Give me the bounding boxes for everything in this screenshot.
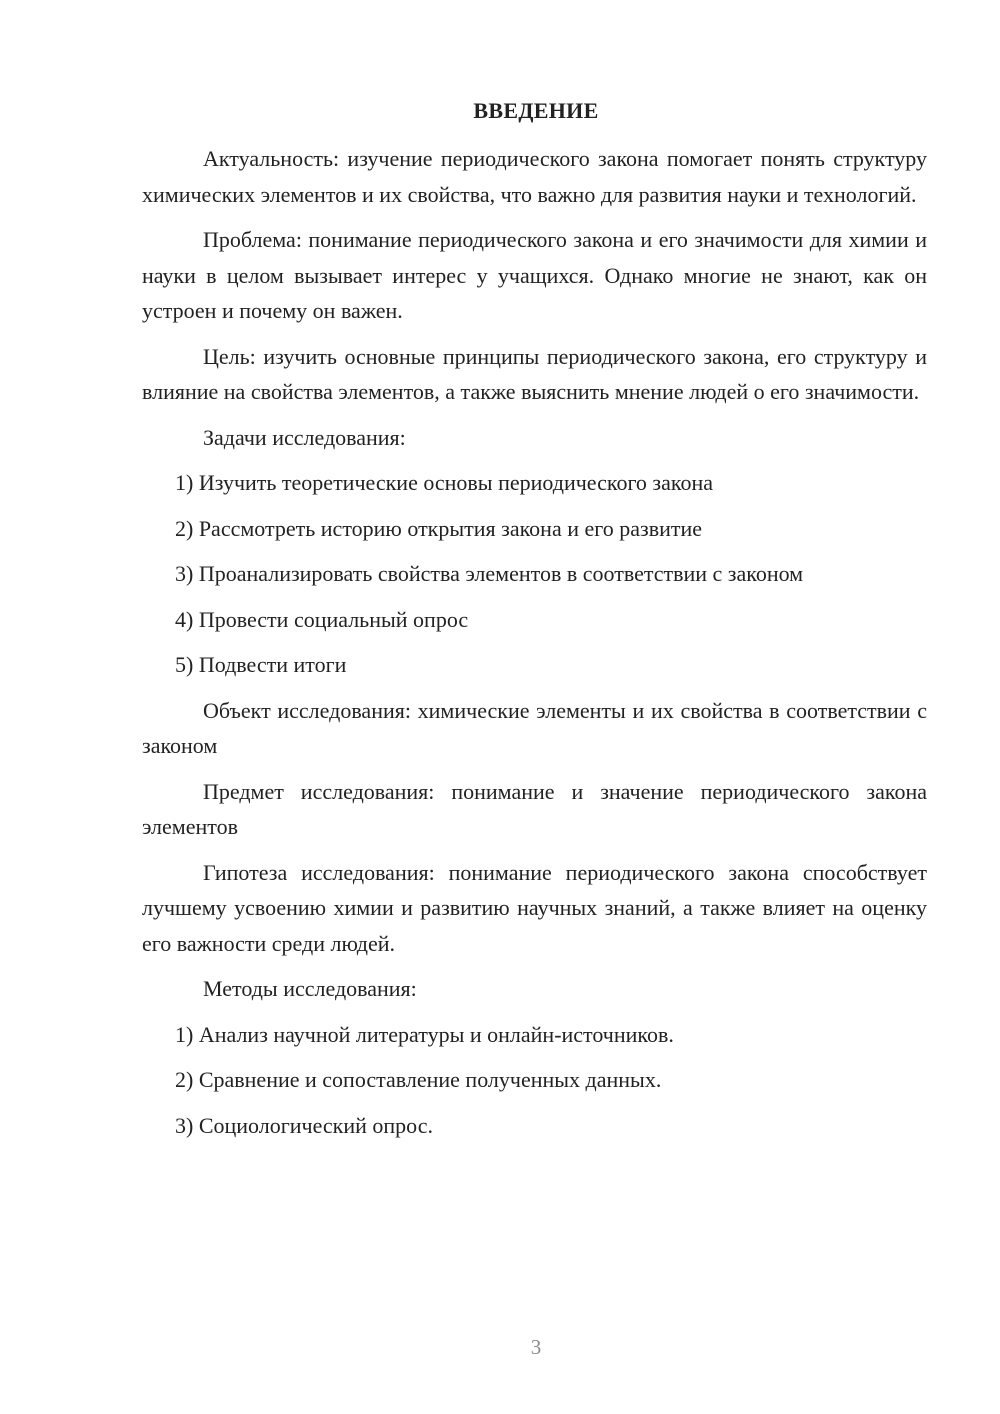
page-number: 3 — [530, 1335, 542, 1359]
method-item-1: 1) Анализ научной литературы и онлайн-источников. — [175, 1021, 674, 1047]
task-item-3: 3) Проанализировать свойства элементов в соответствии с законом — [175, 561, 804, 586]
goal-paragraph: Цель: изучить основные принципы периодического закона, его структуру и влияние на свойства элементов, а также выяснить мнение людей о его значимости. — [142, 343, 927, 404]
method-item-3: 3) Социологический опрос. — [175, 1112, 433, 1138]
document-body — [142, 141, 927, 1143]
task-item-2: 2) Рассмотреть историю открытия закона и его развитие — [175, 515, 703, 541]
tasks-heading: Задачи исследования: — [203, 424, 406, 450]
method-item-2: 2) Сравнение и сопоставление полученных данных. — [175, 1067, 662, 1092]
task-item-1: 1) Изучить теоретические основы периодического закона — [175, 470, 713, 495]
methods-heading: Методы исследования: — [203, 976, 417, 1001]
hypothesis-paragraph: Гипотеза исследования: понимание периодического закона способствует лучшему усвоению химии и развитию научных знаний, а также влияет на оценку его важности среди людей. — [142, 859, 927, 956]
object-paragraph: Объект исследования: химические элементы и их свойства в соответствии с законом — [142, 697, 927, 758]
task-item-5: 5) Подвести итоги — [175, 652, 347, 677]
task-item-4: 4) Провести социальный опрос — [175, 606, 469, 632]
relevance-paragraph: Актуальность: изучение периодического закона помогает понять структуру химических элементов и их свойства, что важно для развития науки и технологий. — [142, 146, 927, 207]
problem-paragraph: Проблема: понимание периодического закона и его значимости для химии и науки в целом вызывает интерес у учащихся. Однако многие не знают, как он устроен и почему он важен. — [142, 227, 927, 323]
page-title: ВВЕДЕНИЕ — [473, 98, 599, 123]
subject-paragraph: Предмет исследования: понимание и значение периодического закона элементов — [142, 778, 927, 839]
